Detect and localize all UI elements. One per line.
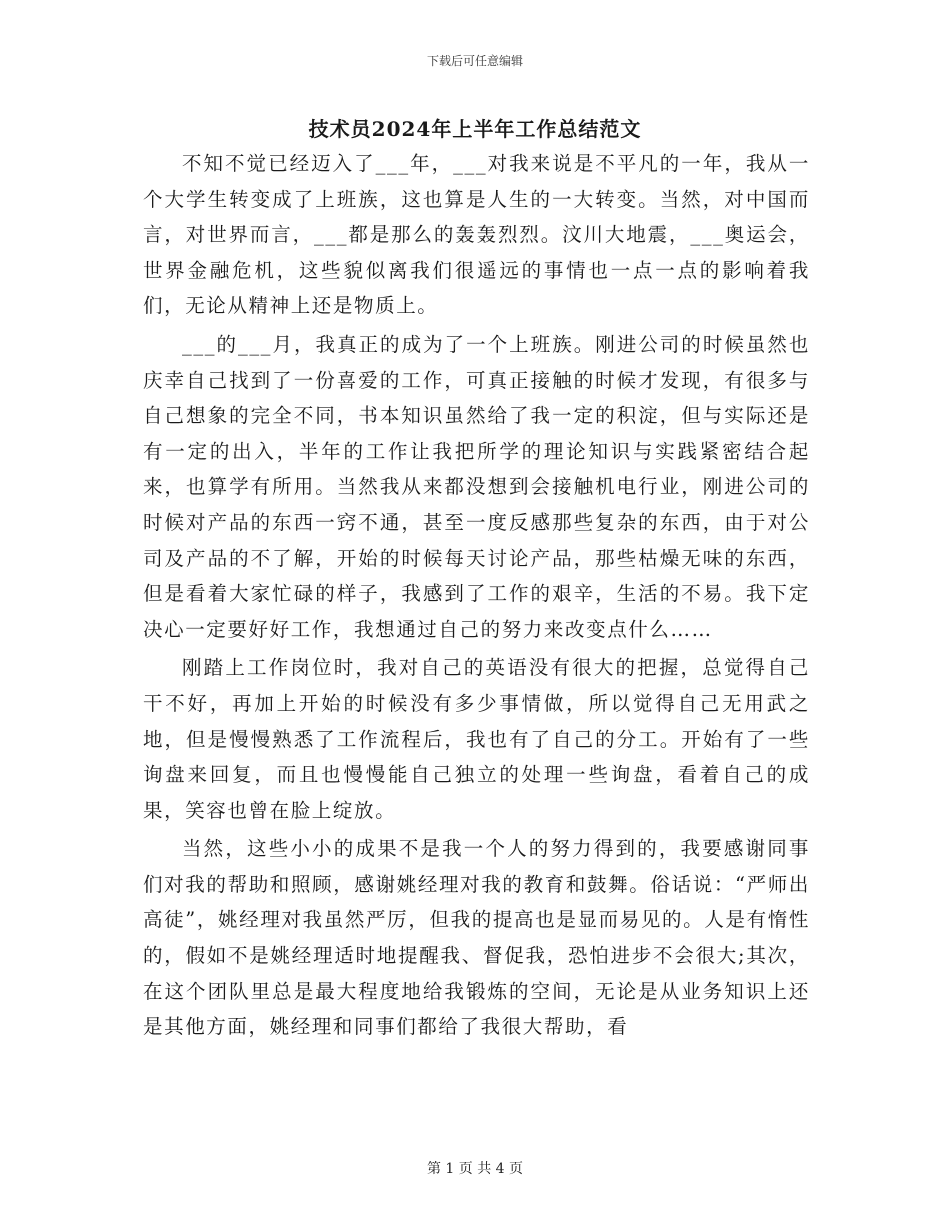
paragraph-2: ___的___月，我真正的成为了一个上班族。刚进公司的时候虽然也庆幸自己找到了一份喜爱的工作，可真正接触的时候才发现，有很多与自己想象的完全不同，书本知识虽然给了我一定的积淀，但与实际还是有一定的出入，半年的工作让我把所学的理论知识与实践紧密结合起来，也算学有所用。当然我从来都没想到会接触机电行业，刚进公司的时候对产品的东西一窍不通，甚至一度反感那些复杂的东西，由于对公司及产品的不了解，开始的时候每天讨论产品，那些枯燥无味的东西，但是看着大家忙碌的样子，我感到了工作的艰辛，生活的不易。我下定决心一定要好好工作，我想通过自己的努力来改变点什么…… [143, 332, 810, 641]
header-note: 下载后可任意编辑 [426, 54, 523, 68]
page-footer: 第 1 页 共 4 页 [426, 1161, 524, 1177]
paragraph-4: 当然，这些小小的成果不是我一个人的努力得到的，我要感谢同事们对我的帮助和照顾，感谢姚经理对我的教育和鼓舞。俗话说：“严师出高徒”，姚经理对我虽然严厉，但我的提高也是显而易见的。人是有惰性的，假如不是姚经理适时地提醒我、督促我，恐怕进步不会很大;其次，在这个团队里总是最大程度地给我锻炼的空间，无论是从业务知识上还是其他方面，姚经理和同事们都给了我很大帮助，看 [143, 837, 810, 1039]
document-title: 技术员2024年上半年工作总结范文 [308, 117, 642, 141]
paragraph-3: 刚踏上工作岗位时，我对自己的英语没有很大的把握，总觉得自己干不好，再加上开始的时候没有多少事情做，所以觉得自己无用武之地，但是慢慢熟悉了工作流程后，我也有了自己的分工。开始有了一些询盘来回复，而且也慢慢能自己独立的处理一些询盘，看着自己的成果，笑容也曾在脸上绽放。 [143, 656, 810, 822]
document-body [143, 146, 810, 1045]
paragraph-1: 不知不觉已经迈入了___年，___对我来说是不平凡的一年，我从一个大学生转变成了上班族，这也算是人生的一大转变。当然，对中国而言，对世界而言，___都是那么的轰轰烈烈。汶川大地震，___奥运会，世界金融危机，这些貌似离我们很遥远的事情也一点一点的影响着我们，无论从精神上还是物质上。 [143, 152, 810, 318]
